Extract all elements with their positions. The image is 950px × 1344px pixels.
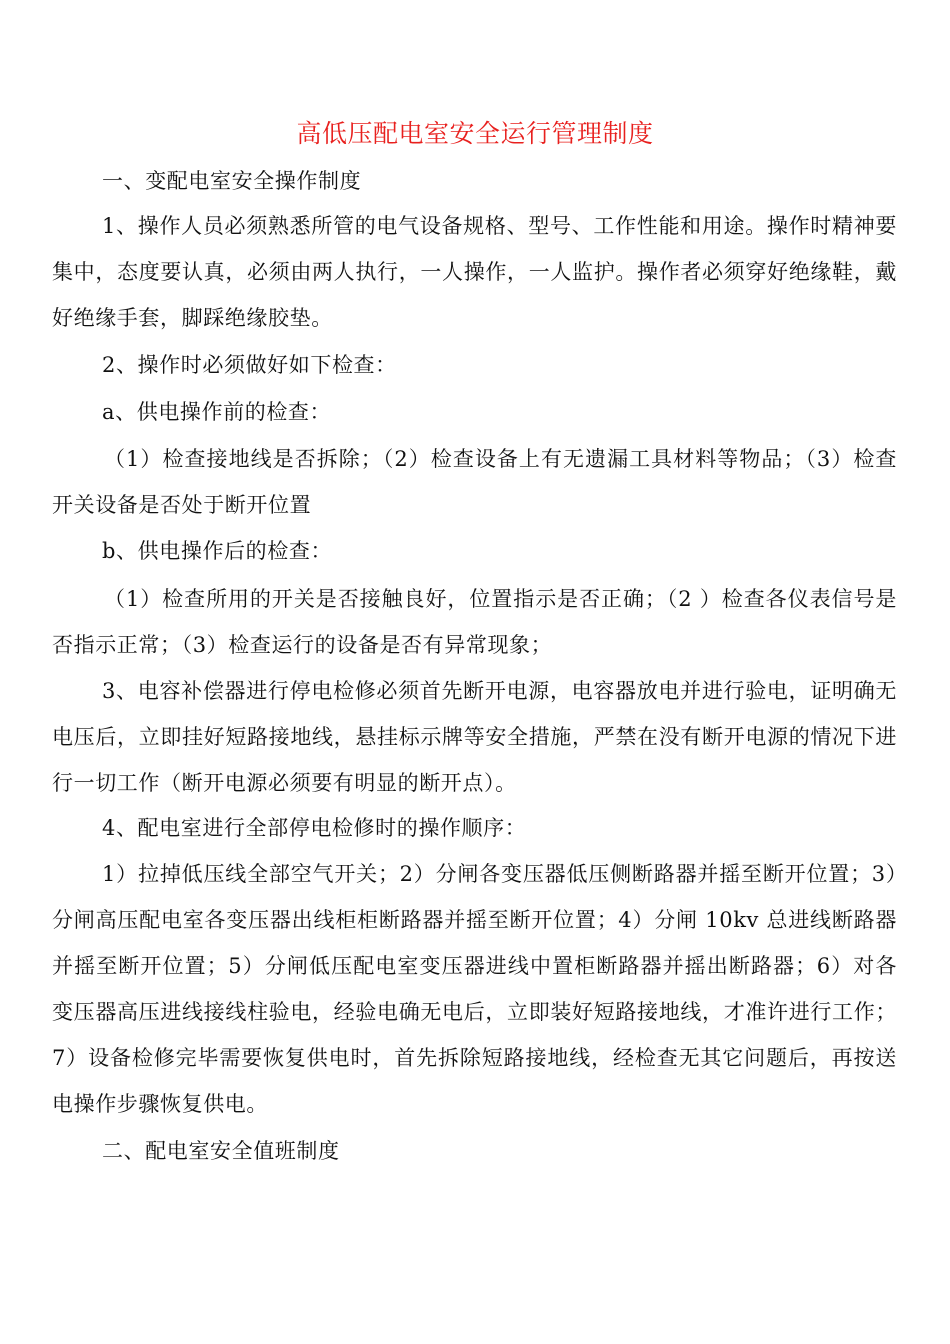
document-title: 高低压配电室安全运行管理制度: [296, 119, 654, 148]
subheading-2a: a、供电操作前的检查：: [102, 400, 332, 424]
paragraph-item-1: 1、操作人员必须熟悉所管的电气设备规格、型号、工作性能和用途。操作时精神要集中，态度要认真，必须由两人执行，一人操作，一人监护。操作者必须穿好绝缘鞋，戴好绝缘手套，脚踩绝缘胶垫。: [52, 214, 897, 330]
section-1-heading: 一、变配电室安全操作制度: [102, 169, 362, 193]
paragraph-item-3: 3、电容补偿器进行停电检修必须首先断开电源，电容器放电并进行验电，证明确无电压后，立即挂好短路接地线，悬挂标示牌等安全措施，严禁在没有断开电源的情况下进行一切工作（断开电源必须要有明显的断开点）。: [52, 679, 897, 795]
paragraph-2a-checks: （1）检查接地线是否拆除；（2）检查设备上有无遗漏工具材料等物品；（3）检查开关设备是否处于断开位置: [52, 447, 897, 517]
paragraph-item-2: 2、操作时必须做好如下检查：: [102, 353, 397, 377]
subheading-2b: b、供电操作后的检查：: [102, 539, 333, 563]
section-2-heading: 二、配电室安全值班制度: [102, 1139, 340, 1163]
paragraph-2b-checks: （1）检查所用的开关是否接触良好，位置指示是否正确；（2 ）检查各仪表信号是否指示正常；（3）检查运行的设备是否有异常现象；: [52, 587, 897, 657]
paragraph-item-4: 4、配电室进行全部停电检修时的操作顺序：: [102, 816, 527, 840]
paragraph-item-4-steps: 1）拉掉低压线全部空气开关；2）分闸各变压器低压侧断路器并摇至断开位置；3）分闸高压配电室各变压器出线柜柜断路器并摇至断开位置；4）分闸 10kv 总进线断路器并摇至断开位置；5）分闸低压配电室变压器进线中置柜断路器并摇出断路器；6）对各变压器高压进线接线柱验电，经验电确无电后，立即装好短路接地线，才准许进行工作；7）设备检修完毕需要恢复供电时，首先拆除短路接地线，经检查无其它问题后，再按送电操作步骤恢复供电。: [52, 862, 897, 1116]
